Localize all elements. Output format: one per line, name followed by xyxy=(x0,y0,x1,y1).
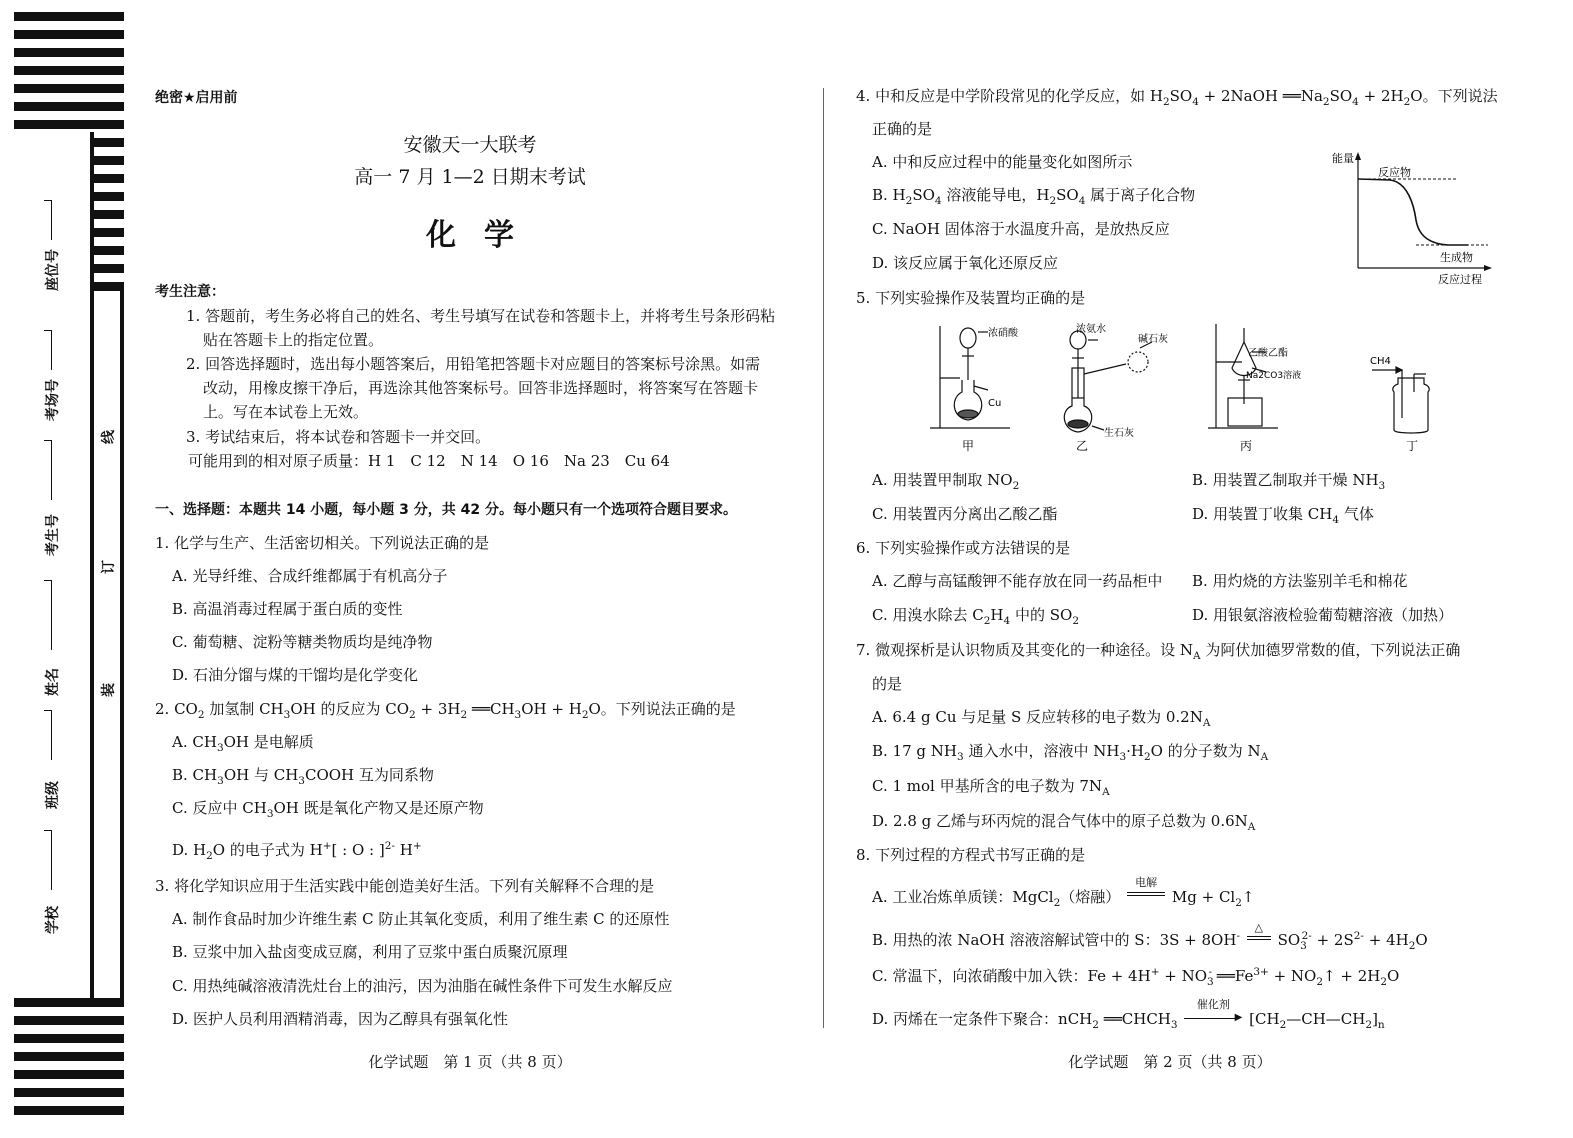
question-4-cont: 正确的是 xyxy=(872,120,933,138)
notice-title: 考生注意： xyxy=(155,284,225,300)
apparatus-label-bing: 丙 xyxy=(1240,439,1253,453)
binding-stripe xyxy=(14,1052,124,1061)
option-8b-left: B. 用热的浓 NaOH 溶液溶解试管中的 S：3S + 8OH- xyxy=(872,930,1240,949)
option-4b[interactable]: B. $H_2SO_4$ 溶液能导电，$H_2SO_4$ 属于离子化合物 xyxy=(872,186,1196,207)
option-1b[interactable]: B. 高温消毒过程属于蛋白质的变性 xyxy=(172,600,403,618)
field-student-number[interactable] xyxy=(40,440,64,570)
graph-reactant-label: 反应物 xyxy=(1378,166,1411,179)
option-8b-right: $SO_3^{2-} + 2S^{2-} + 4H_2O$ xyxy=(1277,930,1428,952)
cut-mark-bind: 装 xyxy=(101,683,117,697)
binding-stripe xyxy=(90,246,124,255)
binding-stripe xyxy=(14,48,124,57)
question-8: 8. 下列过程的方程式书写正确的是 xyxy=(856,846,1086,864)
option-5d[interactable]: D. 用装置丁收集 $CH_4$ 气体 xyxy=(1192,505,1374,526)
notice-item: 2. 回答选择题时，选出每小题答案后，用铅笔把答题卡对应题目的答案标号涂黑。如需 xyxy=(186,355,761,373)
page-divider xyxy=(823,88,824,1028)
apparatus-jia-metal: Cu xyxy=(988,398,1002,409)
secret-label: 绝密★启用前 xyxy=(155,90,238,106)
field-label: 考场号 xyxy=(45,379,61,421)
apparatus-figure xyxy=(926,318,1446,458)
binding-stripe xyxy=(14,998,124,1007)
option-1d[interactable]: D. 石油分馏与煤的干馏均是化学变化 xyxy=(172,666,419,684)
binding-stripe xyxy=(14,66,124,75)
field-label: 班级 xyxy=(45,781,61,809)
question-3: 3. 将化学知识应用于生活实践中能创造美好生活。下列有关解释不合理的是 xyxy=(155,877,655,895)
apparatus-bing-bottom: Na2CO3溶液 xyxy=(1246,371,1302,381)
option-1c[interactable]: C. 葡萄糖、淀粉等糖类物质均是纯净物 xyxy=(172,633,433,651)
option-7c[interactable]: C. 1 mol 甲基所含的电子数为 $7N_A$ xyxy=(872,777,1110,798)
option-6b[interactable]: B. 用灼烧的方法鉴别羊毛和棉花 xyxy=(1192,572,1408,590)
atomic-masses: 可能用到的相对原子质量：H 1 C 12 N 14 O 16 Na 23 Cu 64 xyxy=(188,452,670,470)
binding-stripe xyxy=(14,1016,124,1025)
binding-stripe xyxy=(90,138,124,147)
field-class[interactable] xyxy=(40,710,64,820)
option-6a[interactable]: A. 乙醇与高锰酸钾不能存放在同一药品柜中 xyxy=(872,572,1163,590)
energy-diagram xyxy=(1328,148,1498,288)
notice-block xyxy=(155,282,815,302)
question-7: 7. 微观探析是认识物质及其变化的一种途径。设 $N_A$ 为阿伏加德罗常数的值，下列说法正确 xyxy=(856,641,1461,662)
option-2a[interactable]: A. $CH_3OH$ 是电解质 xyxy=(172,733,314,754)
cut-mark-staple: 订 xyxy=(101,560,117,574)
apparatus-yi-drying: 碱石灰 xyxy=(1138,334,1168,345)
graph-product-label: 生成物 xyxy=(1440,251,1473,264)
apparatus-bing-top: 乙酸乙酯 xyxy=(1248,348,1288,359)
apparatus-label-ding: 丁 xyxy=(1406,439,1419,453)
option-4c[interactable]: C. NaOH 固体溶于水温度升高，是放热反应 xyxy=(872,220,1170,238)
apparatus-label-yi: 乙 xyxy=(1076,439,1089,453)
binding-stripe xyxy=(90,228,124,237)
option-8c[interactable]: C. 常温下，向浓硝酸中加入铁：$Fe + 4H^+ + NO_3^-$ $══Fe^{3+}$ + $NO_2↑ + 2H_2O$ xyxy=(872,966,1400,988)
option-8d-right: $[CH_2—CH—CH_2]_n$ xyxy=(1249,1010,1385,1031)
exam-organizer: 安徽天一大联考 xyxy=(403,134,537,156)
option-3b[interactable]: B. 豆浆中加入盐卤变成豆腐，利用了豆浆中蛋白质聚沉原理 xyxy=(172,943,568,961)
binding-stripe xyxy=(90,264,124,273)
binding-stripe xyxy=(14,84,124,93)
option-8a[interactable]: A. 工业冶炼单质镁：MgCl$_2$（熔融） 电解 $Mg + Cl_2↑$ xyxy=(872,876,1255,909)
option-3d[interactable]: D. 医护人员利用酒精消毒，因为乙醇具有强氧化性 xyxy=(172,1010,509,1028)
binding-stripe xyxy=(14,12,124,21)
field-exam-room[interactable] xyxy=(40,330,64,430)
notice-item: 1. 答题前，考生务必将自己的姓名、考生号填写在试卷和答题卡上，并将考生号条形码粘 xyxy=(186,307,776,325)
option-6d[interactable]: D. 用银氨溶液检验葡萄糖溶液（加热） xyxy=(1192,606,1454,624)
option-8d-left: D. 丙烯在一定条件下聚合：nCH$_2$ $══CHCH_3$ xyxy=(872,1010,1178,1031)
option-1a[interactable]: A. 光导纤维、合成纤维都属于有机高分子 xyxy=(172,567,448,585)
page-footer-right: 化学试题 第 2 页（共 8 页） xyxy=(1068,1053,1272,1071)
question-6: 6. 下列实验操作或方法错误的是 xyxy=(856,539,1071,557)
graph-ylabel: 能量 xyxy=(1332,152,1354,165)
option-3a[interactable]: A. 制作食品时加少许维生素 C 防止其氧化变质，利用了维生素 C 的还原性 xyxy=(172,910,670,928)
binding-stripe xyxy=(90,282,124,291)
binding-stripe xyxy=(14,1106,124,1115)
notice-item: 上。写在本试卷上无效。 xyxy=(203,403,369,421)
option-5b[interactable]: B. 用装置乙制取并干燥 $NH_3$ xyxy=(1192,471,1386,492)
question-2: 2. $CO_2$ 加氢制 $CH_3OH$ 的反应为 $CO_2 + 3H_2$ $══CH_3OH + H_2O$。下列说法正确的是 xyxy=(155,700,736,721)
page-footer-left: 化学试题 第 1 页（共 8 页） xyxy=(368,1053,572,1071)
option-7b[interactable]: B. 17 g $NH_3$ 通入水中，溶液中 $NH_3\cdot H_2O$ 的分子数为 $N_A$ xyxy=(872,742,1269,763)
notice-item: 3. 考试结束后，将本试卷和答题卡一并交回。 xyxy=(186,428,491,446)
binding-stripe xyxy=(14,1034,124,1043)
cut-mark-line: 线 xyxy=(101,430,117,444)
field-label: 姓名 xyxy=(45,668,61,696)
field-name[interactable] xyxy=(40,580,64,700)
binding-bar xyxy=(120,290,124,998)
option-8d[interactable]: D. 丙烯在一定条件下聚合：nCH$_2$ $══CHCH_3$ 催化剂 ▶ $[CH_2—CH—CH_2]_n$ xyxy=(872,998,1385,1031)
option-8a-right: $Mg + Cl_2↑$ xyxy=(1171,888,1255,909)
graph-xlabel: 反应过程 xyxy=(1438,273,1482,286)
notice-item: 改动，用橡皮擦干净后，再选涂其他答案标号。回答非选择题时，将答案写在答题卡 xyxy=(203,379,759,397)
section-heading: 一、选择题：本题共 14 小题，每小题 3 分，共 42 分。每小题只有一个选项符合题目要求。 xyxy=(155,502,737,518)
binding-stripe xyxy=(14,30,124,39)
subject-title: 化学 xyxy=(426,218,542,253)
apparatus-jia-reagent: 浓硝酸 xyxy=(988,328,1018,339)
option-2d[interactable]: D. $H_2O$ 的电子式为 H+[ : O : ]$^{2-}$ H+ xyxy=(172,840,422,862)
apparatus-yi-reagent: 浓氨水 xyxy=(1076,324,1106,335)
option-2b[interactable]: B. $CH_3OH$ 与 $CH_3COOH$ 互为同系物 xyxy=(172,766,434,787)
notice-item: 贴在答题卡上的指定位置。 xyxy=(203,331,384,349)
binding-stripe xyxy=(90,174,124,183)
question-1: 1. 化学与生产、生活密切相关。下列说法正确的是 xyxy=(155,534,490,552)
field-seat-number[interactable] xyxy=(40,200,64,300)
binding-stripe xyxy=(14,1088,124,1097)
option-8a-left: A. 工业冶炼单质镁：MgCl$_2$（熔融） xyxy=(872,888,1121,909)
field-label: 学校 xyxy=(45,906,61,934)
option-6c[interactable]: C. 用溴水除去 $C_2H_4$ 中的 $SO_2$ xyxy=(872,606,1080,627)
binding-stripe xyxy=(90,156,124,165)
binding-stripe xyxy=(14,120,124,129)
option-4a[interactable]: A. 中和反应过程中的能量变化如图所示 xyxy=(872,153,1133,171)
binding-bar xyxy=(90,132,94,998)
option-7d[interactable]: D. 2.8 g 乙烯与环丙烷的混合气体中的原子总数为 $0.6N_A$ xyxy=(872,812,1256,833)
option-5a[interactable]: A. 用装置甲制取 $NO_2$ xyxy=(872,471,1020,492)
binding-stripe xyxy=(14,102,124,111)
field-label: 考生号 xyxy=(45,514,61,556)
binding-stripe xyxy=(90,210,124,219)
question-5: 5. 下列实验操作及装置均正确的是 xyxy=(856,289,1086,307)
option-7a[interactable]: A. 6.4 g Cu 与足量 S 反应转移的电子数为 $0.2N_A$ xyxy=(872,708,1211,729)
field-school[interactable] xyxy=(40,830,64,940)
binding-stripe xyxy=(14,1070,124,1079)
option-4d[interactable]: D. 该反应属于氧化还原反应 xyxy=(872,254,1059,272)
apparatus-ding-gas: CH4 xyxy=(1370,356,1391,367)
exam-title: 高一 7 月 1—2 日期末考试 xyxy=(354,166,586,188)
field-label: 座位号 xyxy=(45,249,61,291)
question-7-cont: 的是 xyxy=(872,675,903,693)
option-8b[interactable]: B. 用热的浓 NaOH 溶液溶解试管中的 S：3S + 8OH- △ $SO_3^{2-} + 2S^{2-} + 4H_2O$ xyxy=(872,921,1428,952)
apparatus-label-jia: 甲 xyxy=(962,439,975,453)
binding-stripe xyxy=(90,192,124,201)
option-2c[interactable]: C. 反应中 $CH_3OH$ 既是氧化产物又是还原产物 xyxy=(172,799,484,820)
apparatus-yi-solid: 生石灰 xyxy=(1104,428,1134,439)
question-4: 4. 中和反应是中学阶段常见的化学反应，如 $H_2SO_4$ + 2NaOH $══Na_2SO_4 + 2H_2O$。下列说法 xyxy=(856,87,1498,108)
option-3c[interactable]: C. 用热纯碱溶液清洗灶台上的油污，因为油脂在碱性条件下可发生水解反应 xyxy=(172,977,673,995)
option-5c[interactable]: C. 用装置丙分离出乙酸乙酯 xyxy=(872,505,1058,523)
